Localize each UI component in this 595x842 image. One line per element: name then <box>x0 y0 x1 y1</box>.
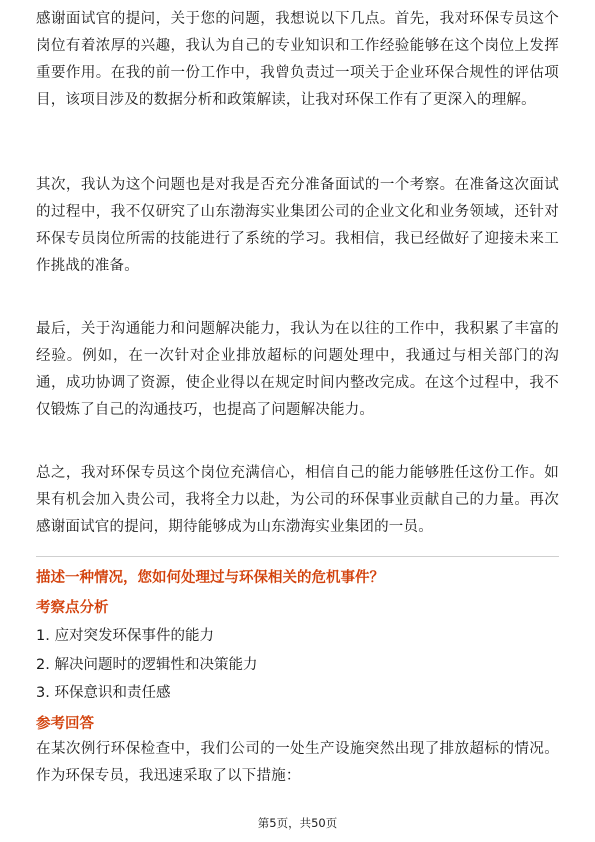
page-footer: 第5页，共50页 <box>257 816 338 830</box>
analysis-point-1: 1. 应对突发环保事件的能力 <box>36 628 214 644</box>
body-paragraph-1: 感谢面试官的提问，关于您的问题，我想说以下几点。首先，我对环保专员这个岗位有着浓厚的兴趣，我认为自己的专业知识和工作经验能够在这个岗位上发挥重要作用。在我的前一份工作中，我曾负责过一项关于企业环保合规性的评估项目，该项目涉及的数据分析和政策解读，让我对环保工作有了更深入的理解。 <box>36 11 559 108</box>
section-divider <box>36 556 559 557</box>
answer-paragraph: 在某次例行环保检查中，我们公司的一处生产设施突然出现了排放超标的情况。作为环保专员，我迅速采取了以下措施： <box>36 741 559 784</box>
analysis-point-2: 2. 解决问题时的逻辑性和决策能力 <box>36 656 258 673</box>
body-paragraph-4: 总之，我对环保专员这个岗位充满信心，相信自己的能力能够胜任这份工作。如果有机会加入贵公司，我将全力以赴，为公司的环保事业贡献自己的力量。再次感谢面试官的提问，期待能够成为山东渤海实业集团的一员。 <box>36 465 559 535</box>
analysis-heading: 考察点分析 <box>36 600 109 616</box>
analysis-list <box>36 622 559 708</box>
analysis-point-3: 3. 环保意识和责任感 <box>36 685 171 701</box>
question-heading: 描述一种情况，您如何处理过与环保相关的危机事件？ <box>36 570 384 586</box>
body-paragraph-2: 其次，我认为这个问题也是对我是否充分准备面试的一个考察。在准备这次面试的过程中，我不仅研究了山东渤海实业集团公司的企业文化和业务领域，还针对环保专员岗位所需的技能进行了系统的学习。我相信，我已经做好了迎接未来工作挑战的准备。 <box>36 177 559 274</box>
body-paragraph-3: 最后，关于沟通能力和问题解决能力，我认为在以往的工作中，我积累了丰富的经验。例如，在一次针对企业排放超标的问题处理中，我通过与相关部门的沟通，成功协调了资源，使企业得以在规定时间内整改完成。在这个过程中，我不仅锻炼了自己的沟通技巧，也提高了问题解决能力。 <box>36 321 559 418</box>
answer-heading: 参考回答 <box>36 716 94 732</box>
